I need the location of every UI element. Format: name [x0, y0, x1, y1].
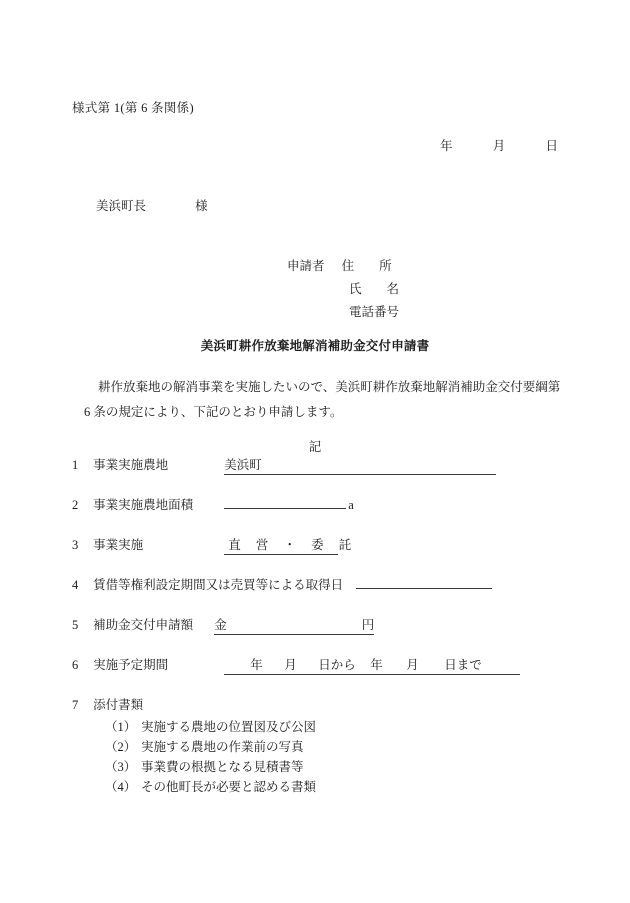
item-number-4: 4 [72, 578, 79, 592]
attachment-item-2 [105, 737, 304, 755]
item-row-2 [72, 495, 354, 513]
applicant-address-row [287, 255, 399, 278]
attachment-item-4 [105, 777, 316, 795]
document-title: 美浜町耕作放棄地解消補助金交付申請書 [200, 339, 430, 353]
item-number-3: 3 [72, 538, 79, 552]
attachment-text-4: その他町長が必要と認める書類 [141, 780, 317, 794]
item-unit-2: a [348, 498, 354, 512]
body-line-1: 耕作放棄地の解消事業を実施したいので、美浜町耕作放棄地解消補助金交付要綱第 [98, 380, 561, 394]
period-month-to: 月 [406, 658, 419, 672]
item-label-3: 事業実施 [93, 538, 144, 552]
item-row-3 [72, 535, 358, 555]
applicant-address-label: 住 所 [341, 259, 392, 273]
addressee-line [96, 196, 208, 214]
body-paragraph [72, 375, 562, 425]
addressee-name: 美浜町長 [96, 199, 147, 213]
item-number-2: 2 [72, 498, 79, 512]
item-number-1: 1 [72, 458, 79, 472]
attachment-text-3: 事業費の根拠となる見積書等 [141, 760, 304, 774]
attachment-text-1: 実施する農地の位置図及び公図 [141, 720, 317, 734]
item-field-5[interactable] [214, 615, 374, 635]
form-number: 様式第 1(第 6 条関係) [72, 101, 194, 115]
date-month-label: 月 [492, 139, 506, 153]
applicant-heading: 申請者 [287, 259, 325, 273]
item-field-4[interactable] [356, 587, 492, 589]
item-label-1: 事業実施農地 [93, 458, 169, 472]
applicant-phone-label: 電話番号 [349, 305, 400, 319]
item-label-5: 補助金交付申請額 [93, 618, 194, 632]
applicant-name-row [335, 278, 399, 301]
item-field-6[interactable] [224, 655, 520, 675]
item-field-3[interactable]: 直 営 ・ 委 託 [224, 535, 338, 555]
applicant-phone-row [335, 301, 399, 324]
period-month-from: 月 [284, 658, 297, 672]
attachment-marker-1: （1） [105, 720, 137, 734]
attachment-marker-3: （3） [105, 760, 137, 774]
ki-marker: 記 [308, 440, 322, 454]
date-day-label: 日 [545, 139, 559, 153]
attachment-marker-4: （4） [105, 780, 137, 794]
item-label-6: 実施予定期間 [93, 658, 169, 672]
applicant-name-label: 氏 名 [349, 282, 400, 296]
period-year-from: 年 [250, 658, 263, 672]
addressee-honorific: 様 [195, 199, 208, 213]
attachment-item-1 [105, 717, 316, 735]
period-day-from: 日から [318, 658, 356, 672]
item-label-4: 賃借等権利設定期間又は売買等による取得日 [93, 578, 344, 592]
item-row-4 [72, 575, 492, 593]
item-label-7: 添付書類 [93, 698, 144, 712]
date-line [440, 136, 558, 154]
date-year-label: 年 [440, 139, 453, 153]
money-unit: 円 [361, 618, 375, 632]
item-number-5: 5 [72, 618, 79, 632]
item-field-1[interactable]: 美浜町 [224, 455, 496, 475]
item-label-2: 事業実施農地面積 [93, 498, 194, 512]
attachment-item-3 [105, 757, 304, 775]
item-row-7 [72, 695, 143, 713]
applicant-block [287, 255, 399, 324]
item-row-6 [72, 655, 520, 675]
body-line-2: 6 条の規定により、下記のとおり申請します。 [84, 405, 343, 419]
item-row-1 [72, 455, 496, 475]
attachment-text-2: 実施する農地の作業前の写真 [141, 740, 304, 754]
money-prefix: 金 [214, 618, 227, 632]
item-number-7: 7 [72, 698, 79, 712]
attachment-marker-2: （2） [105, 740, 137, 754]
item-row-5 [72, 615, 374, 635]
period-year-to: 年 [370, 658, 383, 672]
period-day-to: 日まで [444, 658, 482, 672]
item-field-2[interactable] [224, 507, 346, 509]
item-number-6: 6 [72, 658, 79, 672]
